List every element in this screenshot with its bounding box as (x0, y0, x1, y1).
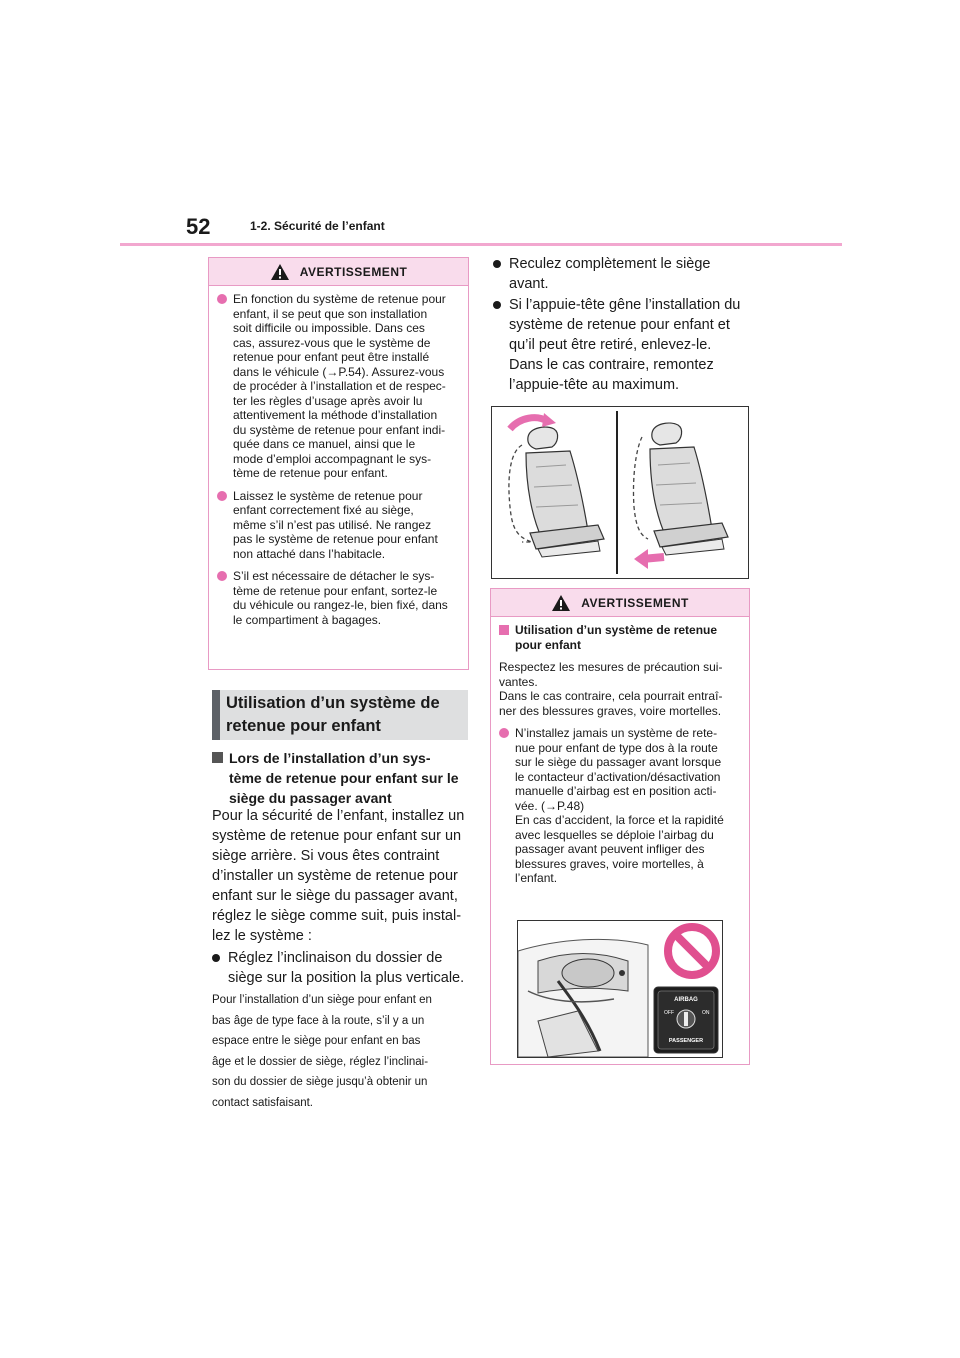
warning-title: AVERTISSEMENT (581, 595, 689, 610)
subheading (212, 748, 474, 808)
main-heading-text: Utilisation d’un système de retenue pour enfant (226, 694, 440, 735)
warning-item-text: S’il est nécessaire de détacher le sys- tème de retenue pour enfant, sortez-le du véhicule ou rangez-le, bien fixé, dans le compartiment à bagages. (233, 569, 448, 627)
warning-header (491, 589, 749, 617)
heading-bar (212, 690, 220, 740)
square-bullet-icon (212, 752, 223, 763)
note-text: Pour l’installation d’un siège pour enfant en bas âge de type face à la route, s’il y a un espace entre le siège pour enfant en bas âge et le dossier de siège, réglez l’inclinai- son du dossier de siège jusqu’à obtenir un contact satisfaisant. (212, 994, 432, 1109)
dashboard-illustration-svg (518, 921, 722, 1057)
warning-subtitle-text: Utilisation d’un système de retenue pour enfant (515, 623, 718, 652)
warning-item-text: En fonction du système de retenue pour enfant, il se peut que son installation soit difficile ou impossible. Dans ces cas, assurez-vous que le système de retenue pour enfant peut être installé dans le véhicule (→P.54). Assurez-vous de procéder à l’installation et de respec- ter les règles d’usage après avoir lu attentivement la méthode d’installation du système de retenue pour enfant indi- quée dans ce manuel, ainsi que le mode d’emploi accompagnant le sys- tème de retenue pour enfant. (233, 292, 446, 480)
bullet-dot-icon (217, 294, 227, 304)
warning-item-text: N’installez jamais un système de rete- nue pour enfant de type dos à la route sur le siège du passager avant lorsque le contacteur d’activation/désactivation manuelle d’airbag est en position acti- vée. (→P.48) En cas d’accident, la force et la rapidité avec lesquelles se déploie l’airbag du passager avant peuvent infliger des blessures graves, voire mortelles, à l’enfant. (515, 726, 724, 885)
header-rule (120, 243, 842, 246)
warning-header (209, 258, 468, 286)
bullet-item (493, 295, 755, 395)
warning-item-text: Laissez le système de retenue pour enfant correctement fixé au siège, même s’il n’est pas utilisé. Ne rangez pas le système de retenue pour enfant non attaché dans l’habitacle. (233, 488, 438, 561)
warning-triangle-icon (551, 594, 571, 612)
bullet-dot-icon (493, 260, 501, 268)
warning-subtitle (499, 623, 741, 652)
airbag-warning-illustration (517, 920, 723, 1058)
bullet-dot-icon (499, 728, 509, 738)
square-bullet-icon (499, 625, 509, 635)
body-paragraph: Pour la sécurité de l’enfant, installez un système de retenue pour enfant sur un siège arrière. Si vous êtes contraint d’installer un système de retenue pour enfant sur le siège du passager avant, réglez le siège comme suit, puis instal- lez le système : (212, 808, 465, 944)
warning-box-top (208, 257, 469, 670)
warning-intro: Respectez les mesures de précaution sui- vantes. Dans le cas contraire, cela pourrait entraî- ner des blessures graves, voire mortelles. (499, 660, 723, 718)
bullet-item (212, 948, 474, 988)
bullet-text: Réglez l’inclinaison du dossier de siège sur la position la plus verticale. (228, 950, 465, 986)
warning-item (217, 569, 460, 627)
bullet-text: Si l’appuie-tête gêne l’installation du système de retenue pour enfant et qu’il peut être retiré, enlevez-le. Dans le cas contraire, remontez l’appuie-tête au maximum. (509, 297, 741, 393)
warning-triangle-icon (270, 263, 290, 281)
seat-illustration-svg (492, 407, 748, 578)
bullet-item (493, 254, 755, 294)
warning-item (499, 726, 741, 886)
main-heading (212, 690, 468, 740)
warning-title: AVERTISSEMENT (299, 264, 408, 279)
bullet-dot-icon (217, 571, 227, 581)
section-title: 1-2. Sécurité de l’enfant (250, 219, 385, 233)
airbag-off-label: OFF (664, 1010, 674, 1016)
warning-item (217, 489, 460, 562)
page-number: 52 (186, 214, 211, 239)
bullet-text: Reculez complètement le siège avant. (509, 256, 711, 292)
seat-adjustment-illustration (491, 406, 749, 579)
bullet-dot-icon (217, 491, 227, 501)
bullet-dot-icon (212, 954, 220, 962)
warning-item (217, 292, 460, 481)
airbag-label-text: AIRBAG (674, 997, 698, 1003)
airbag-passenger-label: PASSENGER (668, 1038, 704, 1044)
airbag-on-label: ON (702, 1010, 710, 1016)
bullet-dot-icon (493, 301, 501, 309)
subheading-text: Lors de l’installation d’un sys- tème de retenue pour enfant sur le siège du passager avant (229, 750, 459, 806)
